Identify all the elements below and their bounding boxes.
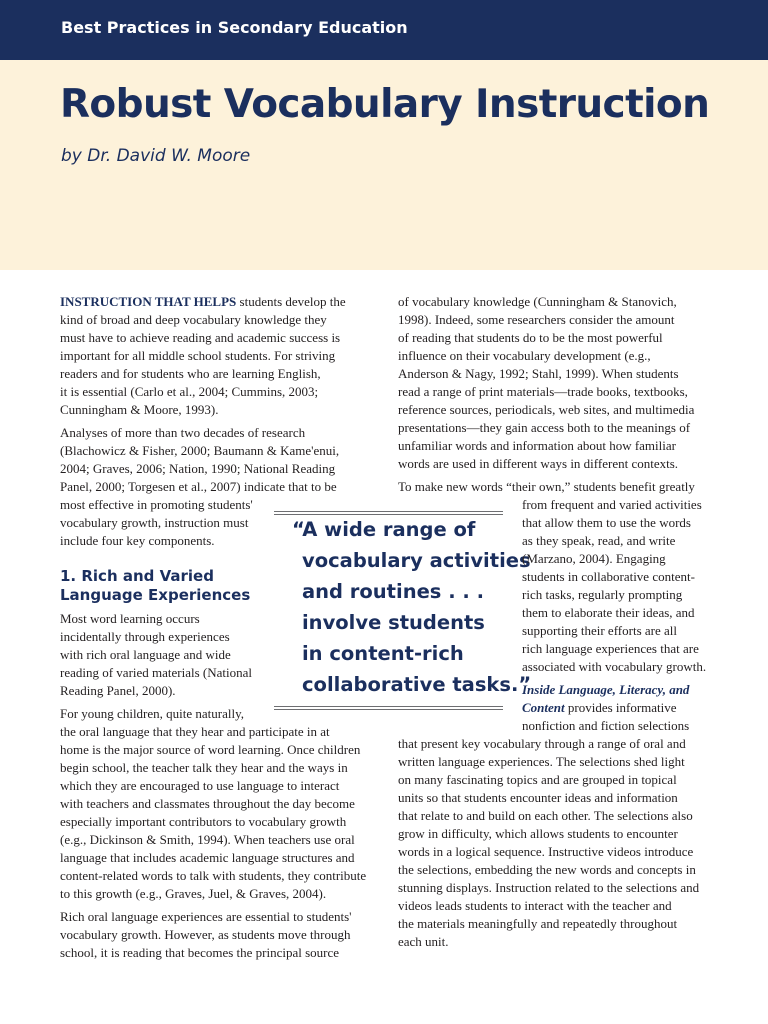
body-line: To make new words “their own,” students benefit greatly [398, 479, 695, 494]
product-name: Content [522, 700, 565, 715]
body-line: vocabulary growth. However, as students move through [60, 927, 351, 942]
page-title: Robust Vocabulary Instruction [60, 82, 710, 127]
author-byline: by Dr. David W. Moore [61, 146, 251, 166]
body-line: the selections, embedding the new words and concepts in [398, 862, 696, 877]
series-title: Best Practices in Secondary Education [61, 18, 408, 37]
body-line: of vocabulary knowledge (Cunningham & Stanovich, [398, 294, 677, 309]
pull-quote-top-rule [274, 511, 503, 515]
body-line: incidentally through experiences [60, 629, 230, 644]
body-line: INSTRUCTION THAT HELPS students develop the [60, 294, 346, 309]
body-line: school, it is reading that becomes the principal source [60, 945, 340, 960]
body-line: it is essential (Carlo et al., 2004; Cummins, 2003; [60, 384, 319, 399]
body-line: from frequent and varied activities [522, 497, 702, 512]
product-name: Inside Language, Literacy, and [522, 682, 690, 697]
lead-in: INSTRUCTION THAT HELPS [60, 294, 237, 309]
body-line: words in a logical sequence. Instructive videos introduce [398, 844, 694, 859]
body-line: with teachers and classmates throughout the day become [60, 796, 355, 811]
body-line: Rich oral language experiences are essential to students' [60, 909, 352, 924]
body-line: most effective in promoting students' [60, 497, 253, 512]
section-heading: 1. Rich and Varied [60, 567, 214, 585]
body-line: include four key components. [60, 533, 215, 548]
body-line: 1998). Indeed, some researchers consider the amount [398, 312, 675, 327]
body-line: content-related words to talk with students, they contribute [60, 868, 367, 883]
pull-quote-line: “A wide range of [292, 518, 476, 541]
body-line [522, 681, 689, 699]
pull-quote-line: and routines . . . [302, 580, 484, 603]
section-heading: Language Experiences [60, 586, 251, 604]
body-line: on many fascinating topics and are grouped in topical [398, 772, 677, 787]
body-line: (e.g., Dickinson & Smith, 1994). When teachers use oral [60, 832, 355, 847]
body-line: Panel, 2000; Torgesen et al., 2007) indicate that to be [60, 479, 337, 494]
body-line: rich tasks, regularly prompting [522, 587, 683, 602]
body-line: with rich oral language and wide [60, 647, 231, 662]
body-line: them to elaborate their ideas, and [522, 605, 695, 620]
body-line: readers and for students who are learning English, [60, 366, 321, 381]
body-line: important for all middle school students. For striving [60, 348, 336, 363]
body-line: to this growth (e.g., Graves, Juel, & Graves, 2004). [60, 886, 327, 901]
body-line: stunning displays. Instruction related to the selections and [398, 880, 700, 895]
body-line: (Marzano, 2004). Engaging [522, 551, 666, 566]
body-line: that allow them to use the words [522, 515, 691, 530]
body-line: rich language experiences that are [522, 641, 699, 656]
series-banner [0, 0, 768, 60]
body-line: read a range of print materials—trade books, textbooks, [398, 384, 688, 399]
body-line: units so that students encounter ideas and information [398, 790, 678, 805]
body-line: written language experiences. The selections shed light [398, 754, 685, 769]
pull-quote-line: in content-rich [302, 642, 464, 665]
pull-quote-line: involve students [302, 611, 485, 634]
body-line: associated with vocabulary growth. [522, 659, 707, 674]
body-line: (Blachowicz & Fisher, 2000; Baumann & Kame'enui, [60, 443, 340, 458]
body-line: influence on their vocabulary development (e.g., [398, 348, 651, 363]
body-line: students in collaborative content- [522, 569, 695, 584]
body-line: videos leads students to interact with the teacher and [398, 898, 672, 913]
body-line: For young children, quite naturally, [60, 706, 245, 721]
body-line: Content provides informative [522, 700, 677, 715]
body-line: 2004; Graves, 2006; Nation, 1990; National Reading [60, 461, 336, 476]
body-line: Anderson & Nagy, 1992; Stahl, 1999). When students [398, 366, 679, 381]
body-line: which they are encouraged to use language to interact [60, 778, 340, 793]
body-line: Analyses of more than two decades of research [60, 425, 306, 440]
body-line: the materials meaningfully and repeatedly throughout [398, 916, 678, 931]
body-line: words are used in different ways in different contexts. [398, 456, 679, 471]
body-line: Most word learning occurs [60, 611, 200, 626]
pull-quote-line: vocabulary activities [302, 549, 531, 572]
body-line: grow in difficulty, which allows students to encounter [398, 826, 678, 841]
body-line: that relate to and build on each other. The selections also [398, 808, 693, 823]
body-line: reading of varied materials (National [60, 665, 253, 680]
body-line: of reading that students do to be the most powerful [398, 330, 663, 345]
body-line: the oral language that they hear and participate in at [60, 724, 330, 739]
body-line: especially important contributors to vocabulary growth [60, 814, 347, 829]
body-line: unfamiliar words and information about how familiar [398, 438, 676, 453]
body-line: language that includes academic language structures and [60, 850, 355, 865]
body-line: Reading Panel, 2000). [60, 683, 176, 698]
body-line: begin school, the teacher talk they hear and the ways in [60, 760, 348, 775]
body-line: vocabulary growth, instruction must [60, 515, 249, 530]
body-line: nonfiction and fiction selections [522, 718, 690, 733]
body-line: home is the major source of word learning. Once children [60, 742, 361, 757]
body-line: each unit. [398, 934, 449, 949]
body-line: kind of broad and deep vocabulary knowledge they [60, 312, 327, 327]
body-line: that present key vocabulary through a range of oral and [398, 736, 686, 751]
pull-quote-bottom-rule [274, 706, 503, 710]
body-line: must have to achieve reading and academic success is [60, 330, 341, 345]
pull-quote-line: collaborative tasks.” [302, 673, 532, 696]
body-line: as they speak, read, and write [522, 533, 676, 548]
body-line: presentations—they gain access both to the meanings of [398, 420, 691, 435]
body-line: reference sources, periodicals, web sites, and multimedia [398, 402, 695, 417]
body-line: Cunningham & Moore, 1993). [60, 402, 219, 417]
body-line: supporting their efforts are all [522, 623, 677, 638]
